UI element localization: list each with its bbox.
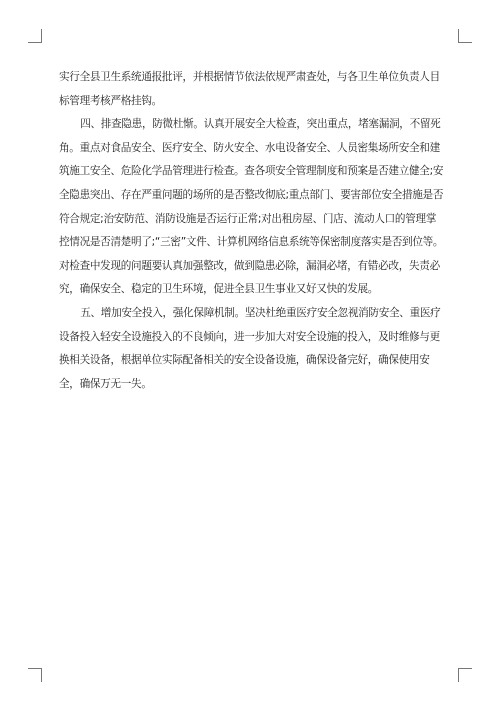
crop-mark-top-right [458, 29, 472, 43]
paragraph-section-5: 五、增加安全投入，强化保障机制。坚决杜绝重医疗安全忽视消防安全、重医疗设备投入轻安全设施投入的不良倾向，进一步加大对安全设施的投入，及时维修与更换相关设备，根据单位实际配备相关的安全设备设施，确保设备完好，确保使用安全，确保万无一失。 [59, 306, 441, 390]
document-body [59, 66, 444, 396]
crop-mark-bottom-right [458, 668, 472, 682]
crop-mark-bottom-left [28, 668, 42, 682]
paragraph-continuation: 实行全县卫生系统通报批评，并根据情节依法依规严肃查处，与各卫生单位负责人目标管理考核严格挂钩。 [59, 71, 440, 107]
crop-mark-top-left [28, 29, 42, 43]
paragraph-section-4: 四、排查隐患，防微杜惭。认真开展安全大检查，突出重点，堵塞漏洞，不留死角。重点对食品安全、医疗安全、防火安全、水电设备安全、人员密集场所安全和建筑施工安全、危险化学品管理进行检查。查各项安全管理制度和预案是否建立健全;安全隐患突出、存在严重问题的场所的是否整改彻底;重点部门、要害部位安全措施是否符合规定;治安防范、消防设施是否运行正常;对出租房屋、门店、流动人口的管理掌控情况是否清楚明了;“三密”文件、计算机网络信息系统等保密制度落实是否到位等。对检查中发现的问题要认真加强整改，做到隐患必除，漏洞必堵，有错必改，失责必究，确保安全、稳定的卫生环境，促进全县卫生事业又好又快的发展。 [59, 118, 444, 296]
